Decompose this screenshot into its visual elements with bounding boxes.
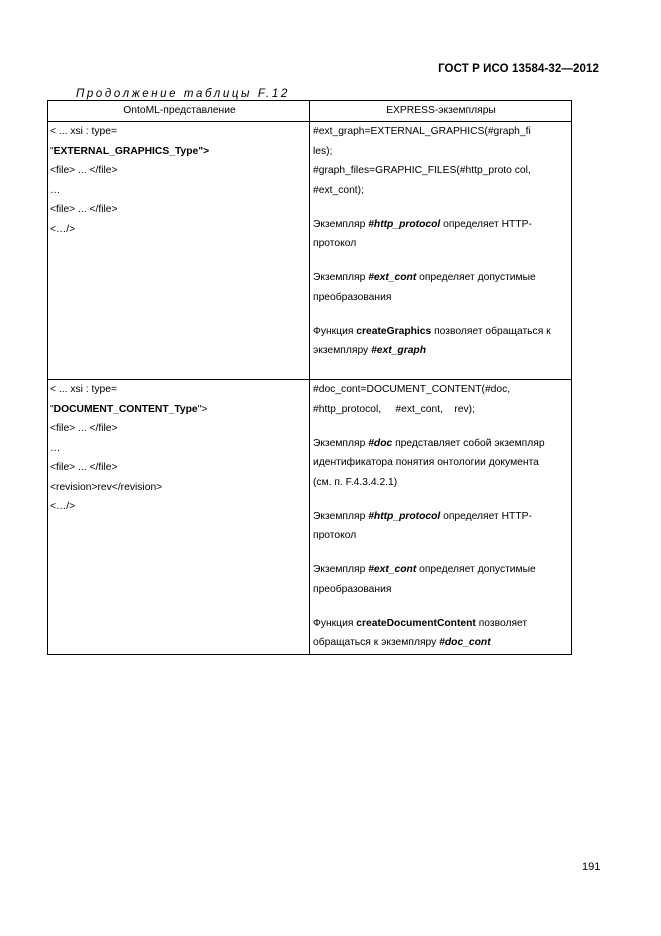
code-line: …	[50, 442, 61, 454]
code-line: <file> ... </file>	[50, 423, 118, 434]
function-name: createGraphics	[356, 325, 432, 337]
table-row	[48, 121, 571, 379]
code-line: #http_protocol, #ext_cont, rev);	[313, 403, 475, 415]
description-line	[313, 341, 569, 361]
description-line: протокол	[313, 238, 357, 249]
text: определяет HTTP-	[440, 218, 532, 230]
text: Экземпляр	[313, 510, 369, 522]
table-continuation-caption: Продолжение таблицы F.12	[76, 88, 290, 100]
code-line: #doc_cont=DOCUMENT_CONTENT(#doc,	[313, 384, 511, 395]
type-name: EXTERNAL_GRAPHICS_Type">	[53, 145, 210, 157]
instance-name: #ext_graph	[371, 345, 427, 356]
description-line: преобразования	[313, 583, 392, 595]
express-cell	[310, 122, 571, 379]
text: обращаться к экземпляру	[313, 637, 440, 648]
instance-name: #ext_cont	[368, 564, 417, 575]
text: Функция	[313, 325, 357, 337]
code-line: #ext_graph=EXTERNAL_GRAPHICS(#graph_fi	[313, 126, 531, 137]
text: Экземпляр	[313, 218, 369, 230]
code-line: < ... xsi : type=	[50, 126, 117, 137]
description-line: идентификатора понятия онтологии документа	[313, 457, 539, 468]
code-line: #ext_cont);	[313, 184, 364, 196]
text: Функция	[313, 617, 357, 629]
text: позволяет обращаться к	[431, 325, 551, 337]
code-text: "	[50, 145, 54, 157]
code-line: #graph_files=GRAPHIC_FILES(#http_proto col,	[313, 165, 531, 176]
code-line: <revision>rev</revision>	[50, 481, 163, 493]
code-line: <file> ... </file>	[50, 462, 118, 473]
function-name: createDocumentContent	[356, 617, 476, 629]
code-line: les);	[313, 145, 333, 157]
code-line: <file> ... </file>	[50, 165, 118, 176]
table-row	[48, 379, 571, 654]
description-line	[313, 614, 569, 634]
instance-name: #ext_cont	[368, 272, 417, 283]
text: Экземпляр	[313, 272, 369, 283]
text: определяет допустимые	[416, 564, 536, 575]
description-line	[313, 560, 569, 580]
code-line: < ... xsi : type=	[50, 384, 117, 395]
description-line: преобразования	[313, 291, 392, 303]
description-line	[313, 268, 569, 288]
code-line: …	[50, 184, 61, 196]
instance-name: #doc	[368, 437, 393, 449]
code-text: "	[50, 403, 54, 415]
text: Экземпляр	[313, 564, 369, 575]
description-line	[313, 434, 569, 454]
column-header-express: EXPRESS-экземпляры	[386, 105, 496, 116]
code-line: <file> ... </file>	[50, 204, 118, 215]
instance-name: #doc_cont	[439, 637, 491, 648]
ontoml-cell	[48, 380, 310, 654]
ontoml-cell	[48, 122, 310, 379]
description-line	[313, 507, 569, 527]
type-name: DOCUMENT_CONTENT_Type	[53, 403, 198, 415]
code-text: ">	[197, 403, 208, 415]
table-header-row	[48, 101, 571, 121]
instance-name: #http_protocol	[368, 218, 441, 230]
code-line	[50, 400, 309, 420]
text: экземпляру	[313, 345, 372, 356]
column-header-ontoml: OntoML-представление	[48, 101, 310, 121]
page-number: 191	[582, 861, 601, 873]
description-line: (см. п. F.4.3.4.2.1)	[313, 476, 398, 488]
express-cell	[310, 380, 571, 654]
code-line: <…/>	[50, 223, 76, 235]
instance-name: #http_protocol	[368, 510, 441, 522]
text: позволяет	[475, 617, 528, 629]
table-f12	[47, 100, 572, 655]
text: определяет допустимые	[416, 272, 536, 283]
description-line	[313, 322, 569, 342]
code-line	[50, 142, 309, 162]
text: представляет собой экземпляр	[392, 437, 545, 449]
description-line: протокол	[313, 530, 357, 541]
description-line	[313, 215, 569, 235]
description-line	[313, 633, 569, 653]
text: определяет HTTP-	[440, 510, 532, 522]
code-line: <…/>	[50, 501, 76, 512]
standard-identifier: ГОСТ Р ИСО 13584-32—2012	[438, 63, 599, 75]
text: Экземпляр	[313, 437, 369, 449]
